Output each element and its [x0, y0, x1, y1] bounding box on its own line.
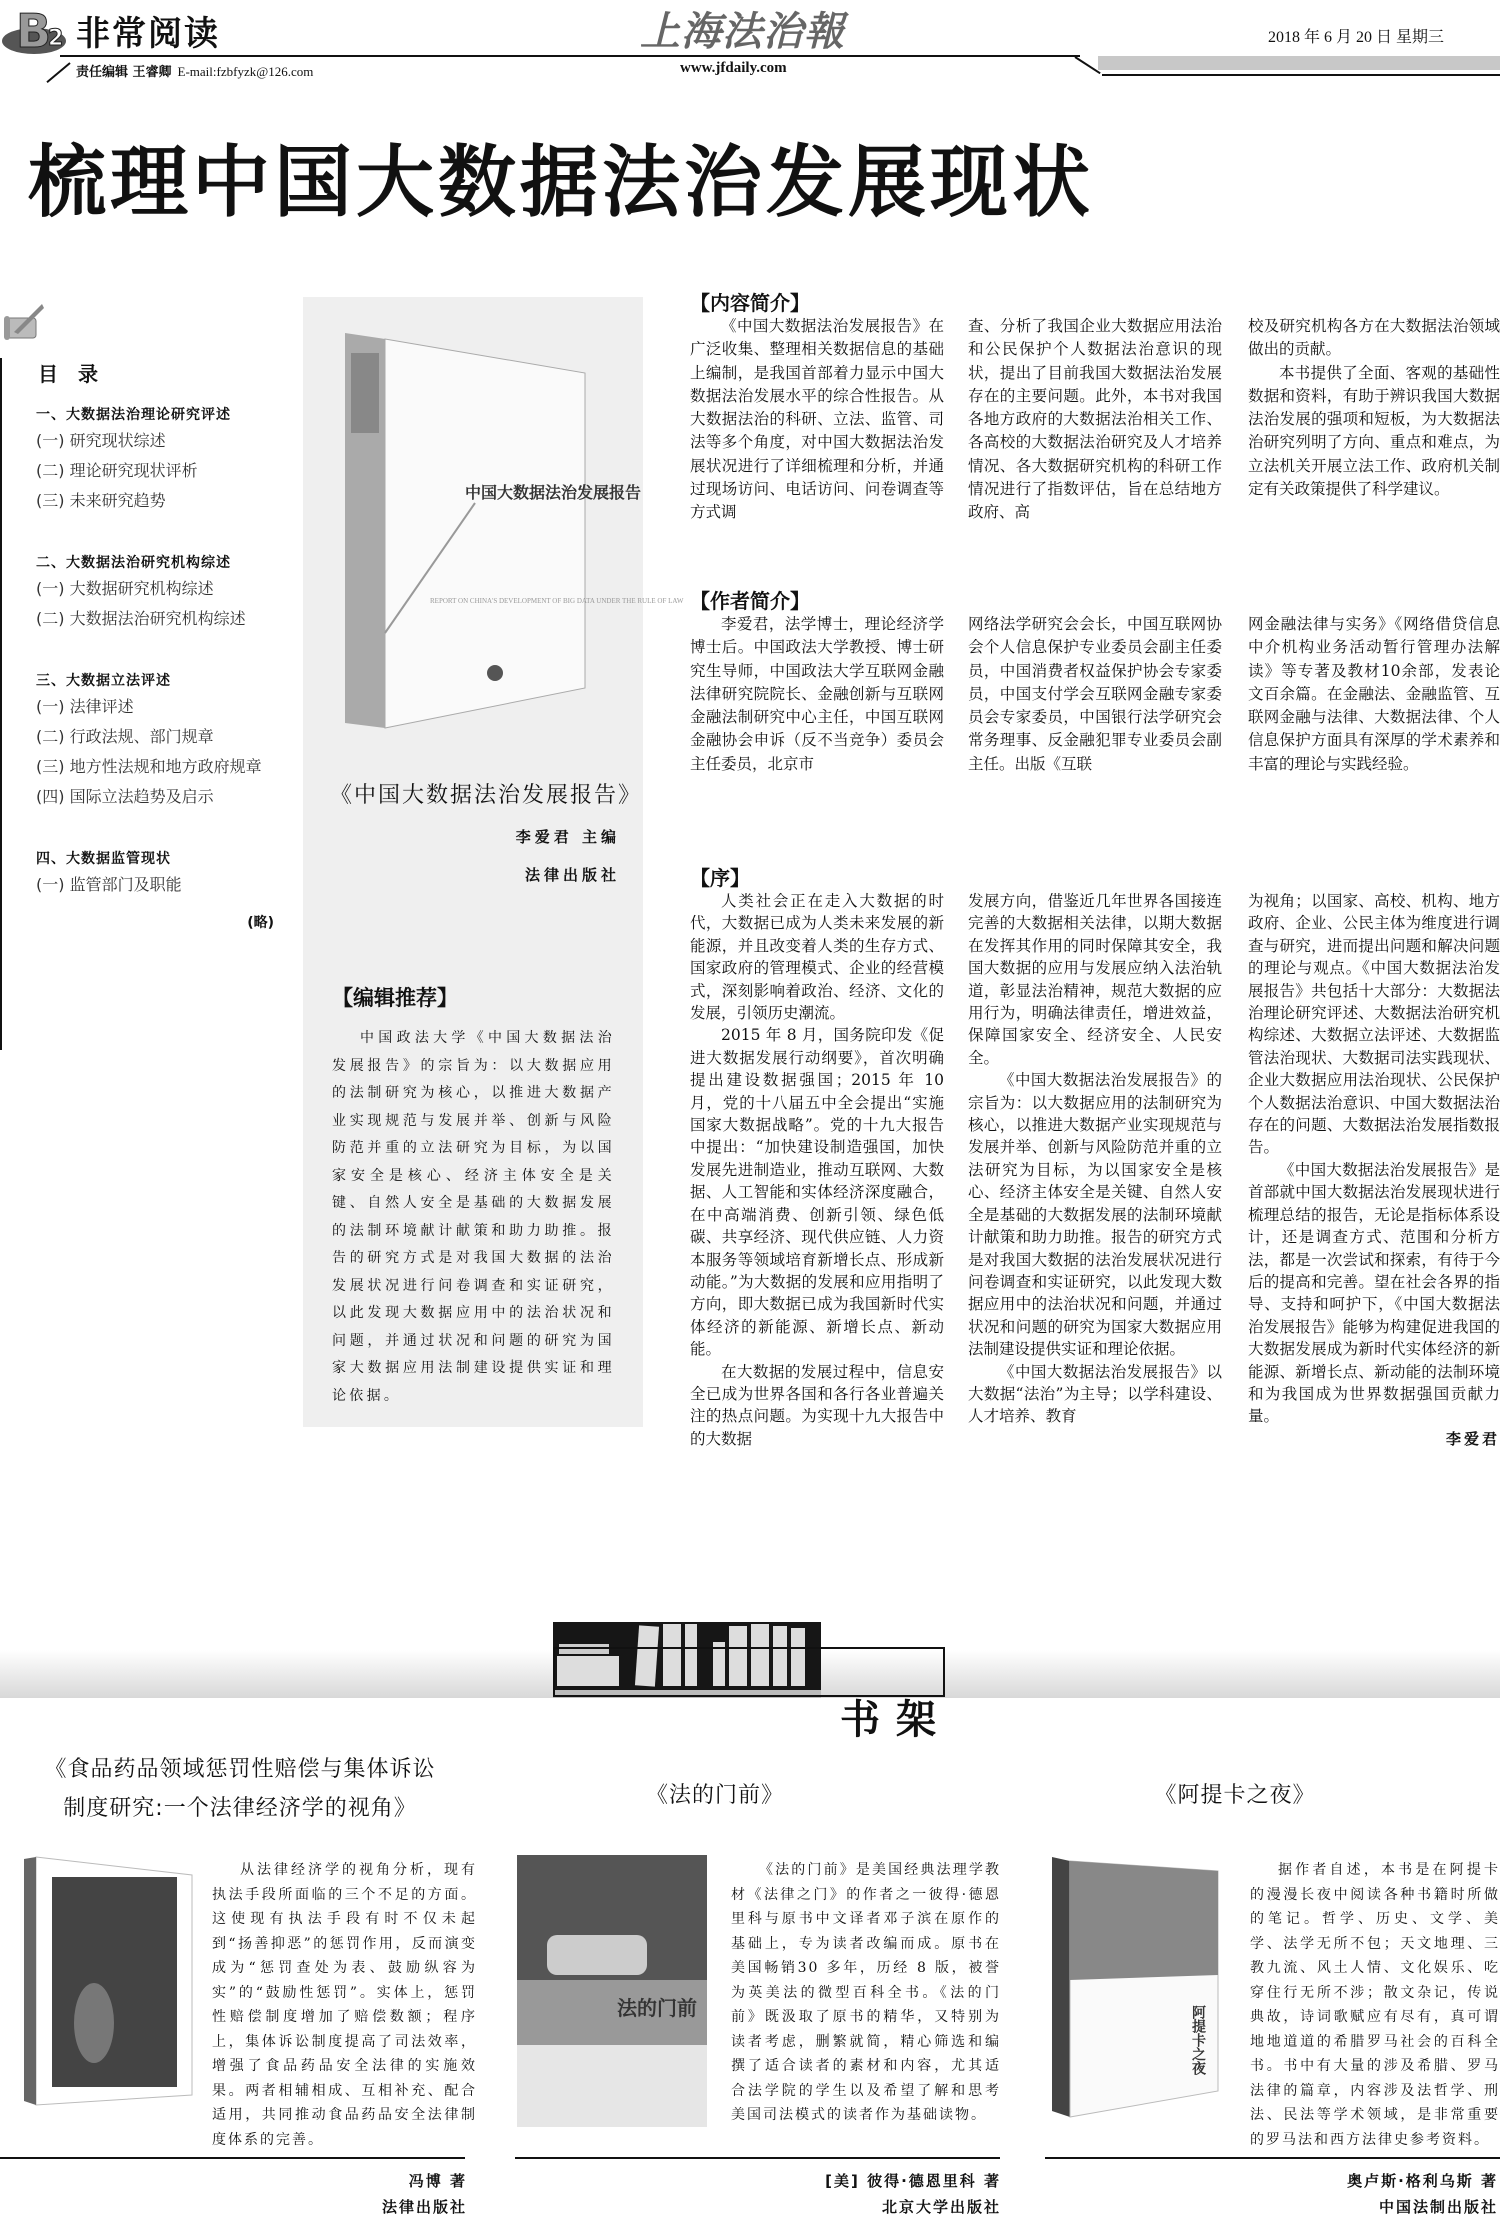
feature-book-title: 《中国大数据法治发展报告》: [330, 783, 643, 808]
toc-item: (二) 理论研究现状评析: [36, 461, 198, 480]
page-letter: B: [16, 4, 52, 58]
book-2-title: 《法的门前》: [645, 1783, 784, 1808]
toc-title: 目录: [38, 362, 118, 386]
editor-email[interactable]: E-mail:fzbfyzk@126.com: [177, 64, 314, 79]
header-rule: [60, 55, 1080, 57]
toc-item: (一) 研究现状综述: [36, 431, 166, 450]
toc-item: (一) 法律评述: [36, 697, 134, 716]
toc-item: (四) 国际立法趋势及启示: [36, 787, 214, 806]
preface-paragraph: 为视角；以国家、高校、机构、地方政府、企业、公民主体为维度进行调查与研究，进而提出问题和解决问题的理论与观点。《中国大数据法治发展报告》共包括十大部分：大数据法治理论研究评述、大数据法治研究机构综述、大数据立法评述、大数据监管法治现状、大数据司法实践现状、企业大数据应用法治现状、公民保护个人数据法治意识、中国大数据法治存在的问题、大数据法治发展指数报告。: [1248, 892, 1500, 1157]
toc-item: (二) 行政法规、部门规章: [36, 727, 214, 746]
preface-col-2: [968, 890, 1222, 1428]
preface-paragraph: 《中国大数据法治发展报告》的宗旨为：以大数据应用的法制研究为核心，以推进大数据产业实现规范与发展并举、创新与风险防范并重的立法研究为目标，为以国家安全是核心、经济主体安全是关键、自然人安全是基础的大数据发展的法制环境献计献策和助力助推。报告的研究方式是对我国大数据的法治发展状况进行问卷调查和实证研究，以此发现大数据应用中的法治状况和问题，并通过状况和问题的研究为国家大数据应用法制建设提供实证和理论依据。: [968, 1071, 1222, 1359]
editor-line: [76, 61, 313, 80]
page-number: 2: [48, 26, 64, 51]
preface-col-1: [690, 890, 944, 1450]
content-intro-paragraph: 校及研究机构各方在大数据法治领域做出的贡献。: [1248, 317, 1500, 359]
header-rule-slant: [1074, 56, 1100, 74]
preface-paragraph: 2015 年 8 月，国务院印发《促进大数据发展行动纲要》，首次明确提出建设数据强国；2015 年 10 月，党的十八届五中全会提出“实施国家大数据战略”。党的十九大报告中提出：“加快建设制造强国，加快发展先进制造业，推动互联网、大数据、人工智能和实体经济深度融合，在中高端消费、创新引领、绿色低碳、共享经济、现代供应链、人力资本服务等领域培育新增长点、形成新动能。”为大数据的发展和应用指明了方向，即大数据已成为我国新时代实体经济的新能源、新增长点、新动能。: [690, 1026, 944, 1359]
preface-paragraph: 在大数据的发展过程中，信息安全已成为世界各国和各行各业普遍关注的热点问题。为实现十九大报告中的大数据: [690, 1362, 944, 1448]
toc-heading: 二、大数据法治研究机构综述: [36, 555, 231, 571]
book-2-cover: [517, 1855, 707, 2127]
cover-subtitle-text: REPORT ON CHINA'S DEVELOPMENT OF BIG DATA UNDER THE RULE OF LAW: [430, 597, 684, 605]
book-3-title: 《阿提卡之夜》: [1154, 1783, 1316, 1808]
author-intro-heading: 【作者简介】: [690, 589, 810, 613]
toc-item: (三) 地方性法规和地方政府规章: [36, 757, 262, 776]
content-intro-col-2: 查、分析了我国企业大数据应用法治和公民保护个人数据法治意识的现状，提出了目前我国大数据法治发展存在的主要问题。此外，本书对我国各地方政府的大数据法治相关工作、各高校的大数据法治研究及人才培养情况、各大数据研究机构的科研工作情况进行了指数评估，旨在总结地方政府、高: [968, 317, 1222, 522]
book-1-description: 从法律经济学的视角分析，现有执法手段所面临的三个不足的方面。这使现有执法手段有时不仅未起到“扬善抑恶”的惩罚作用，反而演变成为“惩罚查处为表、鼓励纵容为实”的“鼓励性惩罚”。实体上，惩罚性赔偿制度增加了赔偿数额；程序上，集体诉讼制度提高了司法效率，增强了食品药品安全法律的实施效果。两者相辅相成、互相补充、配合适用，共同推动食品药品安全法律制度体系的完善。: [212, 1862, 477, 2148]
book-1-cover: [22, 1855, 197, 2105]
content-intro-col-3: [1248, 315, 1500, 501]
toc-item: (一) 监管部门及职能: [36, 875, 182, 894]
toc-item: (二) 大数据法治研究机构综述: [36, 609, 246, 628]
bookshelf-label: 书架: [840, 1696, 952, 1743]
masthead-logo: 上海法治報: [640, 8, 845, 55]
section-name: 非常阅读: [76, 14, 220, 54]
toc-item: (三) 未来研究趋势: [36, 491, 166, 510]
book-3-description: 据作者自述，本书是在阿提卡的漫漫长夜中阅读各种书籍时所做的笔记。哲学、历史、文学、美学、法学无所不包；天文地理、三教九流、风土人情、文化娱乐、吃穿住行无所不涉；散文杂记，传说典故，诗词歌赋应有尽有，真可谓地地道道的希腊罗马社会的百科全书。书中有大量的涉及希腊、罗马法律的篇章，内容涉及法哲学、刑法、民法等学术领域，是非常重要的罗马法和西方法律史参考资料。: [1250, 1862, 1500, 2148]
book-2-rule: [515, 2157, 1000, 2159]
page-headline: 梳理中国大数据法治发展现状: [28, 138, 1095, 228]
editor-label: 责任编辑 王睿卿: [76, 65, 172, 80]
book-1-rule: [0, 2157, 465, 2159]
preface-heading: 【序】: [690, 866, 750, 890]
book-1-title: [0, 1752, 480, 1822]
book-1-publisher: 法律出版社: [381, 2198, 467, 2216]
content-intro-heading: 【内容简介】: [690, 291, 810, 315]
toc-omitted: (略): [247, 915, 274, 931]
book-2-publisher: 北京大学出版社: [881, 2198, 1001, 2216]
cover-title-text: 中国大数据法治发展报告: [465, 483, 642, 502]
author-intro-col-2: 网络法学研究会会长，中国互联网协会个人信息保护专业委员会副主任委员，中国消费者权益保护协会专家委员，中国支付学会互联网金融专家委员会专家委员，中国银行法学研究会常务理事、反金融犯罪专业委员会副主任。出版《互联: [968, 615, 1222, 773]
feature-book-editor: 李爱君 主编: [515, 828, 620, 846]
preface-col-3: [1248, 890, 1500, 1449]
toc-heading: 一、大数据法治理论研究评述: [36, 407, 231, 423]
toc-heading: 三、大数据立法评述: [36, 673, 171, 689]
editor-recommend-heading: 【编辑推荐】: [332, 986, 458, 1010]
preface-paragraph: 《中国大数据法治发展报告》是首部就中国大数据法治发展现状进行梳理总结的报告，无论是指标体系设计，还是调查方式、范围和分析方法，都是一次尝试和探索，有待于今后的提高和完善。望在社会各界的指导、支持和呵护下，《中国大数据法治发展报告》能够为构建促进我国的大数据发展成为新时代实体经济的新能源、新增长点、新动能的法制环境和为我国成为世界数据强国贡献力量。: [1248, 1160, 1500, 1426]
issue-date: 2018 年 6 月 20 日 星期三: [1268, 29, 1445, 46]
content-intro-col-1: 《中国大数据法治发展报告》在广泛收集、整理相关数据信息的基础上编制，是我国首部着力显示中国大数据法治发展水平的综合性报告。从大数据法治的科研、立法、监管、司法等多个角度，对中国大数据法治发展状况进行了详细梳理和分析，并通过现场访问、电话访问、问卷调查等方式调: [690, 317, 944, 522]
author-intro-col-3: 网金融法律与实务》《网络借贷信息中介机构业务活动暂行管理办法解读》等专著及教材10余部，发表论文百余篇。在金融法、金融监管、互联网金融与法律、大数据法律、个人信息保护方面具有深厚的学术素养和丰富的理论与实践经验。: [1248, 615, 1500, 773]
book-1-title-line-2: 制度研究:一个法律经济学的视角》: [63, 1796, 417, 1821]
book-3-cover: [1050, 1855, 1220, 2117]
preface-paragraph: 人类社会正在走入大数据的时代，大数据已成为人类未来发展的新能源，并且改变着人类的生存方式、国家政府的管理模式、企业的经营模式，深刻影响着政治、经济、文化的发展，引领历史潮流。: [690, 892, 944, 1023]
preface-paragraph: 《中国大数据法治发展报告》以大数据“法治”为主导；以学科建设、人才培养、教育: [968, 1362, 1222, 1426]
header-rule-slant-left: [46, 62, 70, 83]
website-link[interactable]: www.jfdaily.com: [680, 60, 787, 76]
toc-heading: 四、大数据监管现状: [36, 851, 171, 867]
book-2-author: [美] 彼得·德恩里科 著: [825, 2172, 1001, 2190]
preface-paragraph: 发展方向，借鉴近几年世界各国接连完善的大数据相关法律，以期大数据在发挥其作用的同时保障其安全，我国大数据的应用与发展应纳入法治轨道，彰显法治精神，规范大数据的应用行为，明确法律责任，增进效益，保障国家安全、经济安全、人民安全。: [968, 892, 1222, 1067]
book-3-cover-title: 阿提卡之夜: [1190, 2005, 1206, 2075]
book-2-cover-title: 法的门前: [617, 1996, 697, 2020]
book-cover-big-data-report: [345, 333, 684, 758]
book-3-rule: [1045, 2157, 1500, 2159]
header-rule-right: [1102, 74, 1500, 76]
quill-scroll-icon: [4, 302, 48, 342]
content-intro-paragraph: 本书提供了全面、客观的基础性数据和资料，有助于辨识我国大数据法治发展的强项和短板，为大数据法治研究列明了方向、重点和难点，为立法机关开展立法工作、政府机关制定有关政策提供了科学建议。: [1248, 363, 1500, 499]
book-1-title-line-1: 《食品药品领域惩罚性赔偿与集体诉讼: [44, 1757, 436, 1782]
author-intro-col-1: 李爱君，法学博士，理论经济学博士后。中国政法大学教授、博士研究生导师，中国政法大学互联网金融法律研究院院长、金融创新与互联网金融法制研究中心主任，中国互联网金融协会申诉（反不当竞争）委员会主任委员，北京市: [690, 615, 944, 773]
page-badge: [2, 4, 70, 58]
toc-side-rule: [0, 358, 2, 1050]
book-3-author: 奥卢斯·格利乌斯 著: [1347, 2172, 1498, 2190]
toc-item: (一) 大数据研究机构综述: [36, 579, 214, 598]
feature-book-publisher: 法律出版社: [524, 866, 620, 884]
book-3-publisher: 中国法制出版社: [1378, 2198, 1498, 2216]
book-1-author: 冯博 著: [408, 2172, 467, 2190]
table-of-contents: [36, 404, 274, 932]
editor-recommend-body: 中国政法大学《中国大数据法治发展报告》的宗旨为：以大数据应用的法制研究为核心，以推进大数据产业实现规范与发展并举、创新与风险防范并重的立法研究为目标，为以国家安全是核心、经济主体安全是关键、自然人安全是基础的大数据发展的法制环境献计献策和助力助推。报告的研究方式是对我国大数据的法治发展状况进行问卷调查和实证研究，以此发现大数据应用中的法治状况和问题，并通过状况和问题的研究为国家大数据应用法制建设提供实证和理论依据。: [332, 1030, 615, 1404]
header-gray-bar: [1098, 56, 1500, 70]
preface-signature: 李爱君: [1445, 1429, 1500, 1448]
book-2-description: 《法的门前》是美国经典法理学教材《法律之门》的作者之一彼得·德恩里科与原书中文译者邓子滨在原作的基础上，专为读者改编而成。原书在美国畅销30 多年，历经 8 版，被誉为英美法的微型百科全书。《法的门前》既汲取了原书的精华，又特别为读者考虑，删繁就简，精心筛选和编撰了适合读者的素材和内容，尤其适合法学院的学生以及希望了解和思考美国司法模式的读者作为基础读物。: [731, 1862, 1001, 2123]
